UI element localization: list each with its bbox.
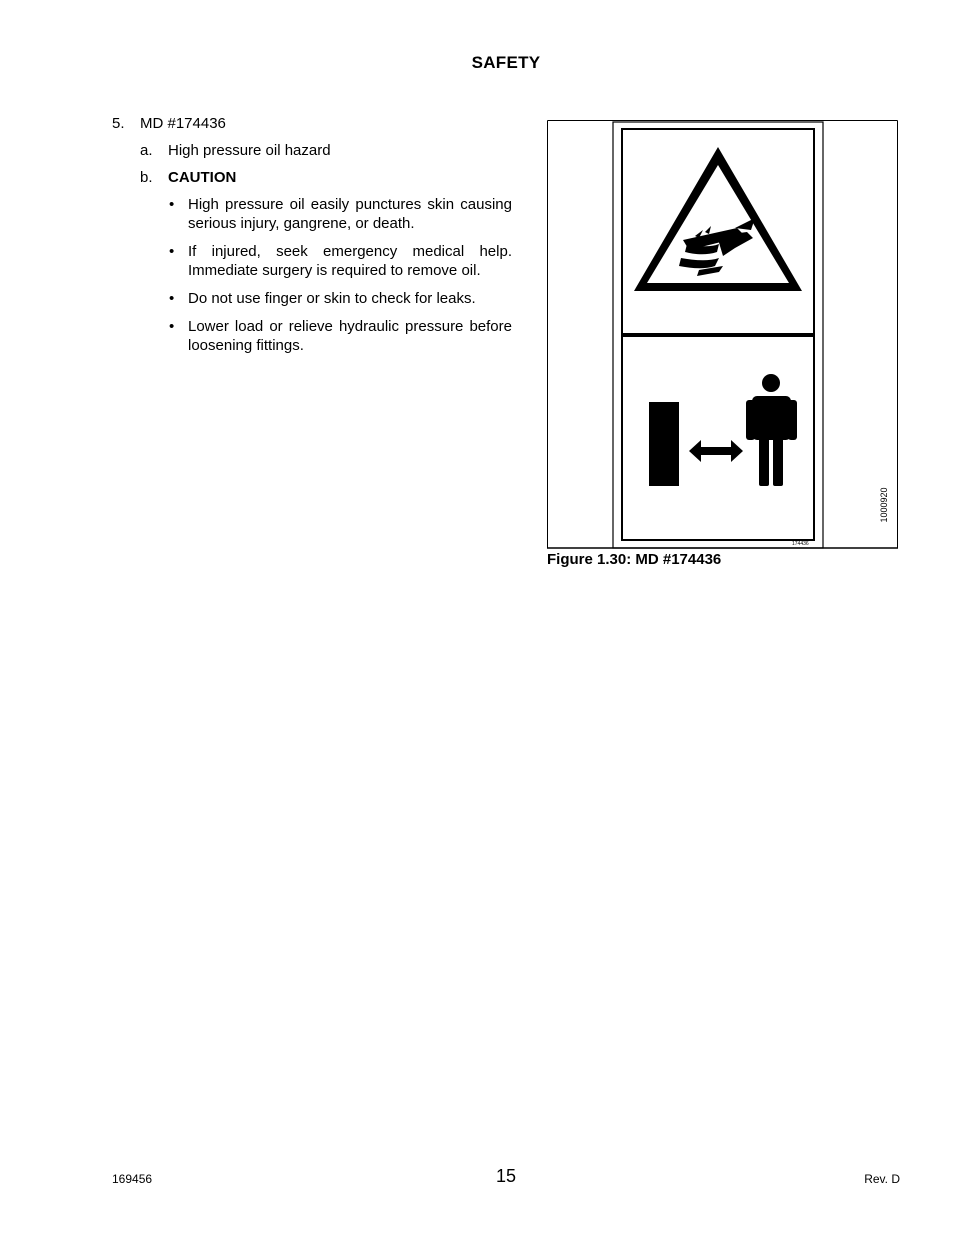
page-title: SAFETY (471, 53, 541, 72)
bullet-item (112, 242, 512, 280)
bullet-symbol: • (169, 243, 175, 260)
bullet-text: High pressure oil easily punctures skin causing serious injury, gangrene, or death. (188, 196, 512, 232)
decal-illustration (547, 120, 898, 549)
person-icon (746, 374, 797, 486)
figure-id-label: 1000920 (879, 487, 889, 523)
bullet-item (112, 289, 512, 308)
bullet-text: If injured, seek emergency medical help. Immediate surgery is required to remove oil. (188, 243, 512, 279)
page-number: 15 (495, 1166, 517, 1186)
safety-decal-figure (547, 120, 898, 549)
sub-item-b-letter: b. (140, 169, 153, 186)
bullet-text: Do not use finger or skin to check for leaks. (188, 290, 476, 307)
item-number: 5. (112, 115, 125, 132)
instruction-list (112, 114, 512, 364)
bullet-text: Lower load or relieve hydraulic pressure before loosening fittings. (188, 318, 512, 354)
revision-label: Rev. D (864, 1172, 900, 1186)
safe-distance-icon (649, 402, 743, 486)
bullet-item (112, 195, 512, 233)
sub-item-a-letter: a. (140, 142, 153, 159)
document-number: 169456 (112, 1172, 153, 1186)
item-title: MD #174436 (140, 115, 226, 132)
bullet-symbol: • (169, 290, 175, 307)
sub-item-a (112, 141, 512, 160)
sub-item-b (112, 168, 512, 187)
decal-number: 174436 (792, 541, 809, 547)
caution-label: CAUTION (168, 169, 237, 186)
bullet-symbol: • (169, 318, 175, 335)
list-item-5 (112, 114, 512, 133)
bullet-symbol: • (169, 196, 175, 213)
sub-item-a-text: High pressure oil hazard (168, 142, 331, 159)
bullet-item (112, 317, 512, 355)
figure-caption: Figure 1.30: MD #174436 (547, 551, 722, 568)
